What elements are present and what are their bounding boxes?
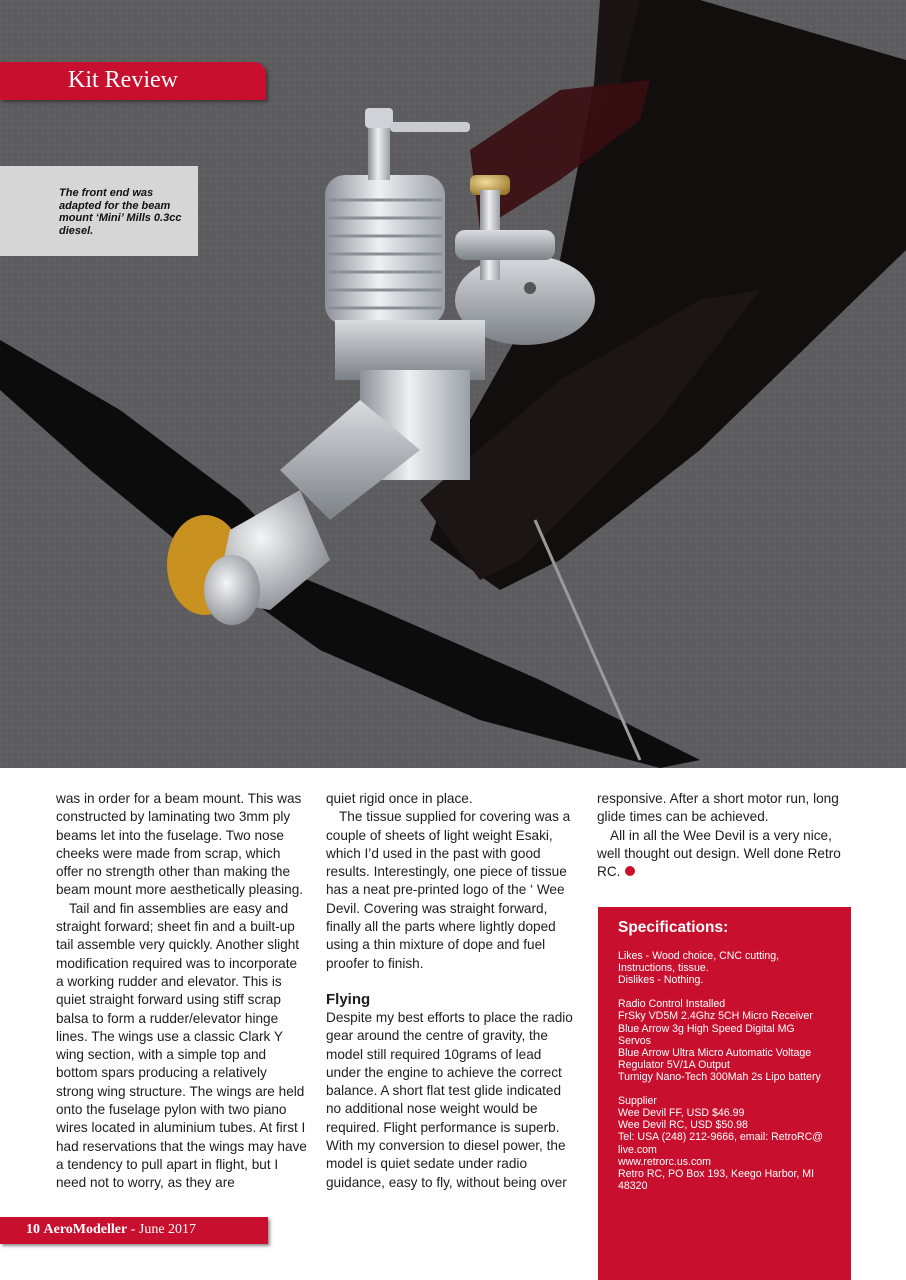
issue-date: - June 2017 [127, 1222, 197, 1237]
article-column-2 [326, 790, 576, 1192]
photo-caption: The front end was adapted for the beam mount ‘Mini’ Mills 0.3cc diesel. [59, 187, 182, 237]
spec-line: Servos [618, 1034, 651, 1047]
spec-line: Blue Arrow 3g High Speed Digital MG [618, 1022, 795, 1035]
spec-line: Radio Control Installed [618, 998, 726, 1011]
magazine-name: AeroModeller [43, 1222, 128, 1237]
spec-line: Supplier [618, 1095, 657, 1108]
spec-line: live.com [618, 1143, 657, 1156]
section-label: Kit Review [68, 67, 178, 93]
specifications-list [618, 950, 838, 1192]
spec-line: Wee Devil RC, USD $50.98 [618, 1119, 748, 1132]
photo-caption-box [0, 166, 198, 256]
spec-line: www.retrorc.us.com [618, 1155, 712, 1168]
spec-line: Turnigy Nano-Tech 300Mah 2s Lipo battery [618, 1070, 821, 1083]
spec-line: 48320 [618, 1179, 648, 1192]
page-number: 10 [26, 1222, 40, 1237]
footer-text [26, 1222, 196, 1238]
spec-line: FrSky VD5M 2.4Ghz 5CH Micro Receiver [618, 1010, 813, 1023]
paragraph: responsive. After a short motor run, long glide times can be achieved. [597, 791, 839, 825]
spec-line: Instructions, tissue. [618, 962, 709, 975]
specifications-title: Specifications: [618, 919, 729, 936]
paragraph: Tail and fin assemblies are easy and straight forward; sheet fin and a built-up tail assemble very quickly. Another slight modification required was to incorporate a working rudder and elevator. This is quiet straight forward using stiff scrap balsa to form a rudder/elevator hinge lines. The wings use a classic Clark Y wing section, with a simple top and bottom spars producing a relatively strong wing structure. The wings are held onto the fuselage pylon with two piano wires located in aluminium tubes. At first I had reservations that the wings may have a tendency to pull apart in flight, but I need not to worry, as they are [56, 900, 307, 1191]
spec-line: Likes - Wood choice, CNC cutting, [618, 950, 780, 962]
spec-line: Regulator 5V/1A Output [618, 1058, 730, 1071]
paragraph: Despite my best efforts to place the radio gear around the centre of gravity, the model still required 10grams of lead under the engine to achieve the correct balance. A short flat test glide indicated no additional nose weight would be required. Flight performance is superb. With my conversion to diesel power, the model is quiet sedate under radio guidance, easy to fly, without being over [326, 1009, 573, 1190]
article-column-3 [597, 790, 851, 881]
spec-line: Tel: USA (248) 212-9666, email: RetroRC@ [618, 1131, 824, 1144]
specifications-box [598, 907, 851, 1280]
spec-line: Wee Devil FF, USD $46.99 [618, 1107, 745, 1120]
paragraph: quiet rigid once in place. [326, 791, 473, 806]
section-label-tab [0, 62, 266, 100]
end-mark-icon [625, 866, 635, 876]
paragraph: was in order for a beam mount. This was constructed by laminating two 3mm ply beams let into the fuselage. Two nose cheeks were made from scrap, which offer no strength other than making the beam mount more aesthetically pleasing. [56, 791, 304, 898]
subheading-flying: Flying [326, 990, 371, 1008]
paragraph: The tissue supplied for covering was a couple of sheets of light weight Esaki, which I’d used in the past with good results. Interestingly, one piece of tissue has a neat pre-printed logo of the ‘ Wee Devil. Covering was straight forward, finally all the parts where lightly doped using a thin mixture of dope and fuel proofer to finish. [326, 809, 571, 971]
paragraph-last [597, 827, 851, 882]
closing-text: All in all the Wee Devil is a very nice, well thought out design. Well done Retro RC. [597, 827, 841, 880]
spec-line: Retro RC, PO Box 193, Keego Harbor, MI [618, 1167, 815, 1180]
spec-line [618, 986, 838, 998]
article-column-1 [56, 790, 308, 1193]
page-footer [0, 1217, 268, 1244]
spec-line: Dislikes - Nothing. [618, 974, 704, 987]
spec-line [618, 1083, 838, 1095]
spec-line: Blue Arrow Ultra Micro Automatic Voltage [618, 1046, 812, 1059]
